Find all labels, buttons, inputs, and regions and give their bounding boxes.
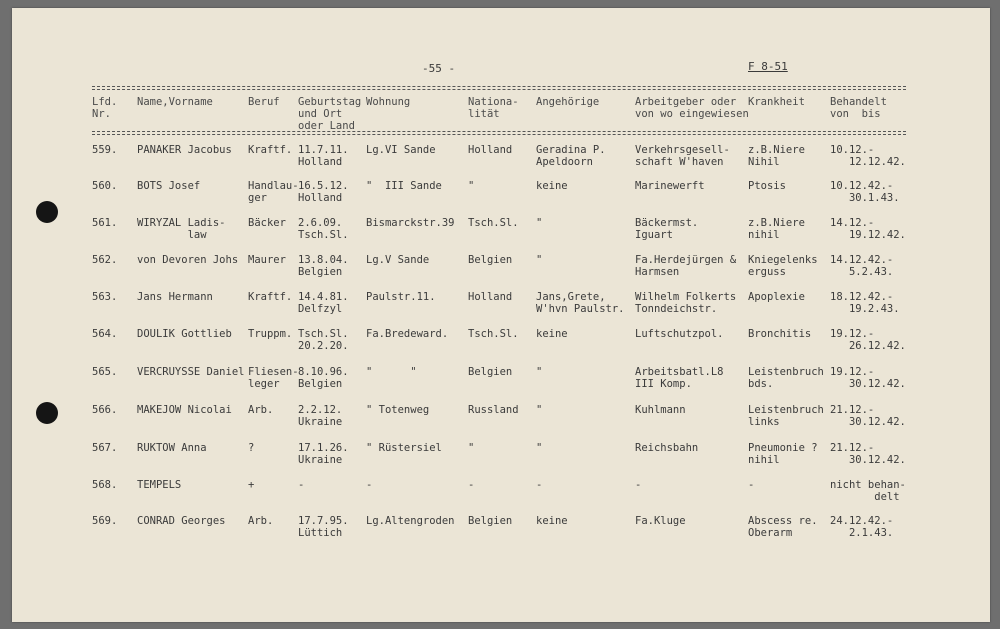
row-geburtstag: 14.4.81. Delfzyl — [298, 291, 349, 315]
row-angehoerige: keine — [536, 328, 568, 340]
row-arbeitgeber: Reichsbahn — [635, 442, 699, 454]
row-number: 566. — [92, 404, 118, 416]
row-behandelt: 21.12.- 30.12.42. — [830, 442, 906, 466]
row-geburtstag: - — [298, 479, 305, 491]
row-wohnung: Bismarckstr.39 — [366, 217, 455, 229]
row-nationalitaet: Belgien — [468, 366, 513, 378]
col-head-arbeitgeber: Arbeitgeber oder von wo eingewiesen — [635, 96, 749, 120]
row-wohnung: Paulstr.11. — [366, 291, 436, 303]
row-beruf: Fliesen- leger — [248, 366, 299, 390]
row-arbeitgeber: Kuhlmann — [635, 404, 686, 416]
row-name: Jans Hermann — [137, 291, 213, 303]
row-krankheit: Kniegelenks erguss — [748, 254, 818, 278]
row-beruf: Handlau- ger — [248, 180, 299, 204]
row-wohnung: Lg.V Sande — [366, 254, 430, 266]
row-krankheit: Ptosis — [748, 180, 786, 192]
punch-hole-top — [36, 201, 58, 223]
row-arbeitgeber: - — [635, 479, 642, 491]
row-name: CONRAD Georges — [137, 515, 226, 527]
row-name: DOULIK Gottlieb — [137, 328, 232, 340]
row-nationalitaet: Tsch.Sl. — [468, 217, 519, 229]
row-krankheit: - — [748, 479, 755, 491]
row-behandelt: 10.12.- 12.12.42. — [830, 144, 906, 168]
row-angehoerige: - — [536, 479, 543, 491]
row-number: 562. — [92, 254, 118, 266]
col-head-lfd: Lfd. Nr. — [92, 96, 118, 120]
row-geburtstag: 8.10.96. Belgien — [298, 366, 349, 390]
row-geburtstag: 2.2.12. Ukraine — [298, 404, 343, 428]
row-nationalitaet: Holland — [468, 144, 513, 156]
row-arbeitgeber: Fa.Kluge — [635, 515, 686, 527]
row-number: 563. — [92, 291, 118, 303]
row-krankheit: z.B.Niere nihil — [748, 217, 805, 241]
row-beruf: Truppm. — [248, 328, 293, 340]
col-head-krankheit: Krankheit — [748, 96, 805, 108]
row-geburtstag: 17.7.95. Lüttich — [298, 515, 349, 539]
row-krankheit: Abscess re. Oberarm — [748, 515, 818, 539]
row-krankheit: Apoplexie — [748, 291, 805, 303]
row-number: 560. — [92, 180, 118, 192]
col-head-angehoerige: Angehörige — [536, 96, 600, 108]
row-behandelt: 14.12.42.- 5.2.43. — [830, 254, 894, 278]
row-geburtstag: 13.8.04. Belgien — [298, 254, 349, 278]
row-wohnung: " III Sande — [366, 180, 442, 192]
row-arbeitgeber: Luftschutzpol. — [635, 328, 724, 340]
row-nationalitaet: " — [468, 442, 475, 454]
row-wohnung: " " — [366, 366, 417, 378]
row-name: RUKTOW Anna — [137, 442, 207, 454]
row-angehoerige: keine — [536, 515, 568, 527]
row-arbeitgeber: Fa.Herdejürgen & Harmsen — [635, 254, 737, 278]
row-nationalitaet: Russland — [468, 404, 519, 416]
row-arbeitgeber: Wilhelm Folkerts Tonndeichstr. — [635, 291, 737, 315]
row-number: 565. — [92, 366, 118, 378]
row-arbeitgeber: Arbeitsbatl.L8 III Komp. — [635, 366, 724, 390]
row-number: 568. — [92, 479, 118, 491]
row-wohnung: - — [366, 479, 373, 491]
row-beruf: Arb. — [248, 515, 274, 527]
row-nationalitaet: Holland — [468, 291, 513, 303]
row-angehoerige: " — [536, 366, 543, 378]
row-angehoerige: keine — [536, 180, 568, 192]
row-wohnung: Fa.Bredeward. — [366, 328, 449, 340]
row-behandelt: nicht behan- delt — [830, 479, 906, 503]
row-nationalitaet: Tsch.Sl. — [468, 328, 519, 340]
col-head-beruf: Beruf — [248, 96, 280, 108]
header-bottom-rule-2 — [92, 134, 906, 135]
row-behandelt: 19.12.- 26.12.42. — [830, 328, 906, 352]
row-behandelt: 10.12.42.- 30.1.43. — [830, 180, 900, 204]
row-arbeitgeber: Bäckermst. Iguart — [635, 217, 699, 241]
row-beruf: Kraftf. — [248, 291, 293, 303]
row-number: 561. — [92, 217, 118, 229]
page-number: -55 - — [422, 62, 456, 75]
row-beruf: Arb. — [248, 404, 274, 416]
row-beruf: Bäcker — [248, 217, 286, 229]
header-top-rule-2 — [92, 89, 906, 90]
row-geburtstag: 16.5.12. Holland — [298, 180, 349, 204]
row-geburtstag: 2.6.09. Tsch.Sl. — [298, 217, 349, 241]
row-beruf: Kraftf. — [248, 144, 293, 156]
row-name: MAKEJOW Nicolai — [137, 404, 232, 416]
row-arbeitgeber: Marinewerft — [635, 180, 705, 192]
row-number: 567. — [92, 442, 118, 454]
row-wohnung: Lg.VI Sande — [366, 144, 436, 156]
col-head-behandelt: Behandelt von bis — [830, 96, 887, 120]
col-head-wohnung: Wohnung — [366, 96, 411, 108]
row-geburtstag: 17.1.26. Ukraine — [298, 442, 349, 466]
header-bottom-rule — [92, 131, 906, 132]
header-top-rule — [92, 86, 906, 87]
row-beruf: + — [248, 479, 255, 491]
row-nationalitaet: " — [468, 180, 475, 192]
row-name: TEMPELS — [137, 479, 182, 491]
row-angehoerige: " — [536, 442, 543, 454]
row-angehoerige: " — [536, 404, 543, 416]
row-name: PANAKER Jacobus — [137, 144, 232, 156]
row-angehoerige: " — [536, 254, 543, 266]
row-wohnung: " Rüstersiel — [366, 442, 442, 454]
row-behandelt: 19.12.- 30.12.42. — [830, 366, 906, 390]
row-krankheit: Leistenbruch links — [748, 404, 824, 428]
row-name: BOTS Josef — [137, 180, 201, 192]
row-number: 564. — [92, 328, 118, 340]
row-krankheit: Bronchitis — [748, 328, 812, 340]
row-beruf: ? — [248, 442, 255, 454]
row-behandelt: 18.12.42.- 19.2.43. — [830, 291, 900, 315]
folder-reference: F 8-51 — [748, 60, 788, 73]
row-arbeitgeber: Verkehrsgesell- schaft W'haven — [635, 144, 730, 168]
row-nationalitaet: - — [468, 479, 475, 491]
row-krankheit: Leistenbruch bds. — [748, 366, 824, 390]
row-beruf: Maurer — [248, 254, 286, 266]
row-angehoerige: " — [536, 217, 543, 229]
col-head-geburtstag: Geburtstag und Ort oder Land — [298, 96, 362, 132]
row-krankheit: Pneumonie ? nihil — [748, 442, 818, 466]
row-angehoerige: Geradina P. Apeldoorn — [536, 144, 606, 168]
row-name: VERCRUYSSE Daniel — [137, 366, 245, 378]
row-name: von Devoren Johs — [137, 254, 239, 266]
row-number: 559. — [92, 144, 118, 156]
row-angehoerige: Jans,Grete, W'hvn Paulstr. — [536, 291, 625, 315]
row-behandelt: 24.12.42.- 2.1.43. — [830, 515, 894, 539]
row-behandelt: 21.12.- 30.12.42. — [830, 404, 906, 428]
row-behandelt: 14.12.- 19.12.42. — [830, 217, 906, 241]
row-wohnung: " Totenweg — [366, 404, 430, 416]
row-krankheit: z.B.Niere Nihil — [748, 144, 805, 168]
row-wohnung: Lg.Altengroden — [366, 515, 455, 527]
row-geburtstag: 11.7.11. Holland — [298, 144, 349, 168]
row-name: WIRYZAL Ladis- law — [137, 217, 226, 241]
col-head-nationalitaet: Nationa- lität — [468, 96, 519, 120]
row-number: 569. — [92, 515, 118, 527]
col-head-name: Name,Vorname — [137, 96, 213, 108]
punch-hole-bottom — [36, 402, 58, 424]
row-geburtstag: Tsch.Sl. 20.2.20. — [298, 328, 349, 352]
row-nationalitaet: Belgien — [468, 254, 513, 266]
row-nationalitaet: Belgien — [468, 515, 513, 527]
